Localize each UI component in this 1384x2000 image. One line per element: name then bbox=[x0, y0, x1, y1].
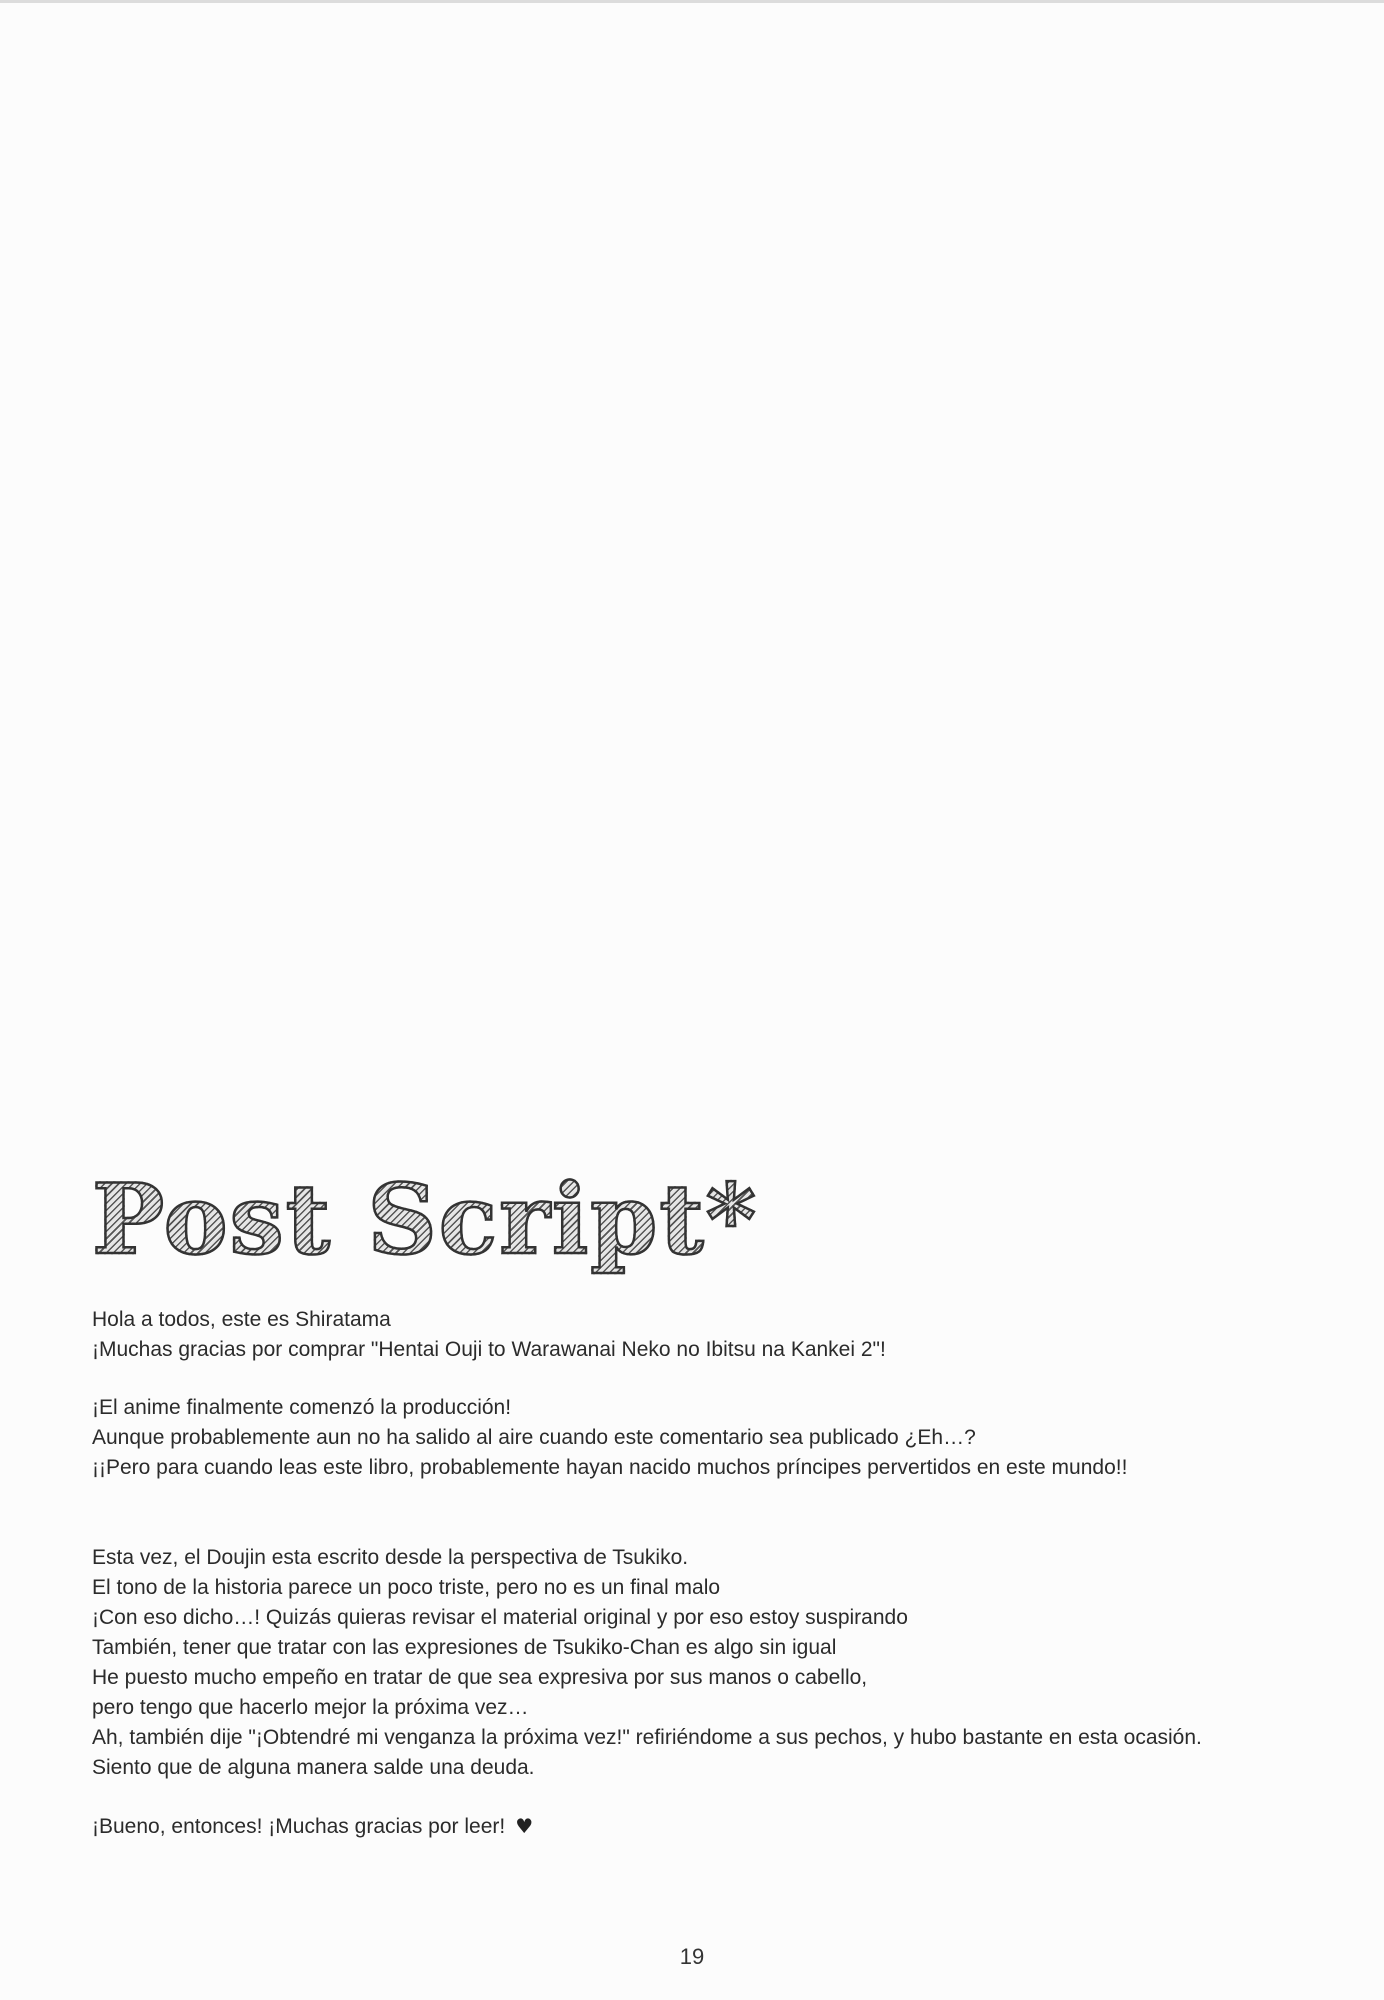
closing-text: ¡Bueno, entonces! ¡Muchas gracias por leer! bbox=[92, 1815, 506, 1838]
paragraph-gap bbox=[92, 1365, 1322, 1393]
text-line: Aunque probablemente aun no ha salido al aire cuando este comentario sea publicado ¿Eh…? bbox=[92, 1426, 976, 1449]
heart-icon: ♥ bbox=[515, 1814, 534, 1838]
page-top-edge bbox=[0, 0, 1384, 3]
text-line: ¡¡Pero para cuando leas este libro, probablemente hayan nacido muchos príncipes pervertidos en este mundo!! bbox=[92, 1456, 1128, 1479]
text-line: Siento que de alguna manera salde una deuda. bbox=[92, 1756, 535, 1779]
text-line: Ah, también dije "¡Obtendré mi venganza la próxima vez!" refiriéndome a sus pechos, y hubo bastante en esta ocasión. bbox=[92, 1726, 1202, 1749]
closing-line bbox=[92, 1811, 1322, 1841]
paragraph-gap bbox=[92, 1483, 1322, 1543]
text-line: ¡Con eso dicho…! Quizás quieras revisar el material original y por eso estoy suspirando bbox=[92, 1606, 908, 1629]
text-line: Esta vez, el Doujin esta escrito desde la perspectiva de Tsukiko. bbox=[92, 1546, 689, 1569]
text-line: pero tengo que hacerlo mejor la próxima vez… bbox=[92, 1696, 529, 1719]
page-title: Post Script* bbox=[92, 1160, 758, 1280]
page-number: 19 bbox=[679, 1944, 705, 1969]
text-line: ¡Muchas gracias por comprar "Hentai Ouji to Warawanai Neko no Ibitsu na Kankei 2"! bbox=[92, 1338, 886, 1361]
text-line: También, tener que tratar con las expresiones de Tsukiko-Chan es algo sin igual bbox=[92, 1636, 837, 1659]
text-line: He puesto mucho empeño en tratar de que sea expresiva por sus manos o cabello, bbox=[92, 1666, 868, 1689]
post-script-body bbox=[92, 1305, 1322, 1841]
text-line: El tono de la historia parece un poco triste, pero no es un final malo bbox=[92, 1576, 721, 1599]
text-line: Hola a todos, este es Shiratama bbox=[92, 1308, 391, 1331]
text-line: ¡El anime finalmente comenzó la producción! bbox=[92, 1396, 512, 1419]
paragraph-gap bbox=[92, 1783, 1322, 1811]
